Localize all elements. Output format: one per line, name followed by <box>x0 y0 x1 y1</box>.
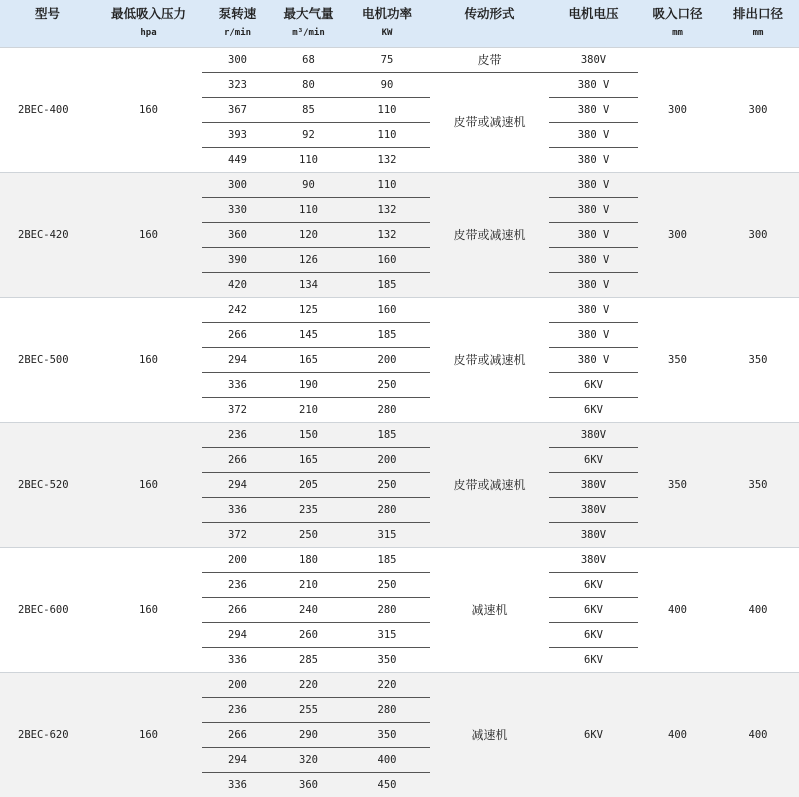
flow-cell: 290 <box>273 722 344 747</box>
model-cell: 2BEC-620 <box>18 728 69 741</box>
flow-cell: 180 <box>273 547 344 572</box>
voltage-cell: 380V <box>549 47 638 72</box>
flow-cell: 360 <box>299 778 318 791</box>
model-group <box>0 172 799 297</box>
table-row <box>0 297 799 322</box>
flow-cell: 235 <box>273 497 344 522</box>
power-cell: 200 <box>344 447 430 472</box>
voltage-cell: 380V <box>549 422 638 447</box>
voltage-cell: 380V <box>549 547 638 572</box>
speed-cell: 336 <box>202 497 273 522</box>
flow-cell: 190 <box>273 372 344 397</box>
power-cell: 185 <box>344 547 430 572</box>
flow-cell: 110 <box>299 153 318 166</box>
voltage-cell: 380 V <box>549 247 638 272</box>
power-cell: 220 <box>344 672 430 697</box>
model-cell: 2BEC-420 <box>18 228 69 241</box>
table-row <box>0 547 799 572</box>
voltage-cell: 6KV <box>549 447 638 472</box>
inlet-cell: 300 <box>668 103 687 116</box>
power-cell: 185 <box>377 278 397 291</box>
min-pressure-cell: 160 <box>139 728 158 741</box>
outlet-cell: 300 <box>748 228 768 241</box>
speed-cell: 420 <box>228 278 247 291</box>
model-group <box>0 297 799 422</box>
power-cell: 132 <box>344 222 430 247</box>
speed-cell: 300 <box>202 47 273 72</box>
speed-cell: 242 <box>202 297 273 322</box>
outlet-cell: 400 <box>748 603 768 616</box>
header-max-flow: 最大气量 m³/min <box>283 6 334 39</box>
power-cell: 280 <box>344 697 430 722</box>
drive-cell: 减速机 <box>471 727 508 742</box>
model-group <box>0 422 799 547</box>
min-pressure-cell: 160 <box>139 228 158 241</box>
flow-cell: 80 <box>273 72 344 97</box>
power-cell: 280 <box>344 497 430 522</box>
outlet-cell: 350 <box>748 478 768 491</box>
power-cell: 400 <box>344 747 430 772</box>
speed-cell: 294 <box>202 472 273 497</box>
speed-cell: 372 <box>228 528 247 541</box>
voltage-cell: 380 V <box>549 197 638 222</box>
speed-cell: 294 <box>202 622 273 647</box>
power-cell: 450 <box>377 778 397 791</box>
power-cell: 75 <box>344 47 430 72</box>
power-cell: 110 <box>344 97 430 122</box>
speed-cell: 372 <box>228 403 247 416</box>
power-cell: 132 <box>344 197 430 222</box>
drive-cell: 减速机 <box>471 602 508 617</box>
speed-cell: 330 <box>202 197 273 222</box>
header-pump-speed: 泵转速 r/min <box>218 6 257 39</box>
voltage-cell: 380 V <box>549 172 638 197</box>
model-cell: 2BEC-600 <box>18 603 69 616</box>
flow-cell: 240 <box>273 597 344 622</box>
power-cell: 350 <box>377 653 397 666</box>
voltage-cell: 380 V <box>549 122 638 147</box>
flow-cell: 90 <box>273 172 344 197</box>
voltage-cell: 380 V <box>549 347 638 372</box>
flow-cell: 220 <box>273 672 344 697</box>
speed-cell: 300 <box>202 172 273 197</box>
power-cell: 315 <box>344 622 430 647</box>
min-pressure-cell: 160 <box>139 353 158 366</box>
header-min-pressure: 最低吸入压力 hpa <box>110 6 186 39</box>
flow-cell: 150 <box>273 422 344 447</box>
speed-cell: 323 <box>202 72 273 97</box>
power-cell: 350 <box>344 722 430 747</box>
power-cell: 250 <box>344 572 430 597</box>
drive-cell: 皮带 <box>430 47 549 72</box>
flow-cell: 210 <box>273 572 344 597</box>
flow-cell: 85 <box>273 97 344 122</box>
voltage-cell: 380V <box>549 472 638 497</box>
speed-cell: 236 <box>202 422 273 447</box>
power-cell: 185 <box>344 322 430 347</box>
speed-cell: 266 <box>202 722 273 747</box>
voltage-cell: 380 V <box>577 278 610 291</box>
flow-cell: 285 <box>299 653 318 666</box>
voltage-cell: 380 V <box>549 322 638 347</box>
inlet-cell: 350 <box>668 478 687 491</box>
speed-cell: 294 <box>202 747 273 772</box>
speed-cell: 336 <box>228 778 247 791</box>
flow-cell: 68 <box>273 47 344 72</box>
table-row <box>0 172 799 197</box>
power-cell: 250 <box>344 472 430 497</box>
table-row <box>0 422 799 447</box>
voltage-cell: 380 V <box>549 97 638 122</box>
flow-cell: 320 <box>273 747 344 772</box>
voltage-cell: 380 V <box>577 153 610 166</box>
flow-cell: 145 <box>273 322 344 347</box>
speed-cell: 200 <box>202 672 273 697</box>
voltage-cell: 380V <box>580 528 607 541</box>
header-motor-power: 电机功率 KW <box>361 6 412 39</box>
speed-cell: 236 <box>202 697 273 722</box>
voltage-cell: 380 V <box>549 222 638 247</box>
inlet-cell: 400 <box>668 728 687 741</box>
speed-cell: 393 <box>202 122 273 147</box>
min-pressure-cell: 160 <box>139 478 158 491</box>
flow-cell: 110 <box>273 197 344 222</box>
model-cell: 2BEC-500 <box>18 353 69 366</box>
flow-cell: 210 <box>299 403 318 416</box>
voltage-cell: 6KV <box>584 653 603 666</box>
outlet-cell: 300 <box>748 103 768 116</box>
power-cell: 160 <box>344 297 430 322</box>
table-row <box>0 47 799 72</box>
voltage-cell: 6KV <box>549 622 638 647</box>
power-cell: 200 <box>344 347 430 372</box>
flow-cell: 134 <box>299 278 318 291</box>
speed-cell: 266 <box>202 322 273 347</box>
inlet-cell: 400 <box>668 603 687 616</box>
speed-cell: 236 <box>202 572 273 597</box>
power-cell: 280 <box>377 403 397 416</box>
speed-cell: 266 <box>202 597 273 622</box>
flow-cell: 125 <box>273 297 344 322</box>
speed-cell: 390 <box>202 247 273 272</box>
min-pressure-cell: 160 <box>139 603 158 616</box>
model-cell: 2BEC-520 <box>18 478 69 491</box>
voltage-cell: 6KV <box>584 403 603 416</box>
flow-cell: 92 <box>273 122 344 147</box>
power-cell: 280 <box>344 597 430 622</box>
flow-cell: 260 <box>273 622 344 647</box>
flow-cell: 205 <box>273 472 344 497</box>
inlet-cell: 350 <box>668 353 687 366</box>
drive-cell: 皮带或减速机 <box>453 115 526 129</box>
power-cell: 250 <box>344 372 430 397</box>
header-inlet-diameter: 吸入口径 mm <box>652 6 703 39</box>
inlet-cell: 300 <box>668 228 687 241</box>
speed-cell: 336 <box>202 372 273 397</box>
flow-cell: 250 <box>299 528 318 541</box>
voltage-cell: 380 V <box>549 297 638 322</box>
header-outlet-diameter: 排出口径 mm <box>732 6 783 39</box>
speed-cell: 294 <box>202 347 273 372</box>
table-row <box>0 672 799 697</box>
model-group <box>0 547 799 672</box>
power-cell: 110 <box>344 122 430 147</box>
model-group <box>0 672 799 797</box>
flow-cell: 165 <box>273 347 344 372</box>
model-group <box>0 47 799 172</box>
speed-cell: 367 <box>202 97 273 122</box>
drive-cell: 皮带或减速机 <box>453 477 526 492</box>
voltage-cell: 6KV <box>549 597 638 622</box>
voltage-cell: 6KV <box>549 572 638 597</box>
power-cell: 90 <box>344 72 430 97</box>
flow-cell: 165 <box>273 447 344 472</box>
header-row <box>0 0 799 47</box>
speed-cell: 336 <box>228 653 247 666</box>
flow-cell: 255 <box>273 697 344 722</box>
voltage-cell: 380V <box>549 497 638 522</box>
drive-cell: 皮带或减速机 <box>453 227 526 242</box>
speed-cell: 449 <box>228 153 247 166</box>
outlet-cell: 350 <box>748 353 768 366</box>
voltage-cell: 6KV <box>584 728 603 741</box>
header-motor-voltage: 电机电压 <box>568 6 619 22</box>
power-cell: 132 <box>377 153 397 166</box>
header-drive-type: 传动形式 <box>464 6 515 22</box>
speed-cell: 360 <box>202 222 273 247</box>
min-pressure-cell: 160 <box>139 103 158 116</box>
power-cell: 160 <box>344 247 430 272</box>
voltage-cell: 6KV <box>549 372 638 397</box>
power-cell: 185 <box>344 422 430 447</box>
flow-cell: 126 <box>273 247 344 272</box>
flow-cell: 120 <box>273 222 344 247</box>
speed-cell: 266 <box>202 447 273 472</box>
speed-cell: 200 <box>202 547 273 572</box>
header-model: 型号 <box>34 6 60 22</box>
drive-cell: 皮带或减速机 <box>453 352 526 367</box>
power-cell: 315 <box>377 528 397 541</box>
power-cell: 110 <box>344 172 430 197</box>
model-cell: 2BEC-400 <box>18 103 69 116</box>
voltage-cell: 380 V <box>549 72 638 97</box>
outlet-cell: 400 <box>748 728 768 741</box>
